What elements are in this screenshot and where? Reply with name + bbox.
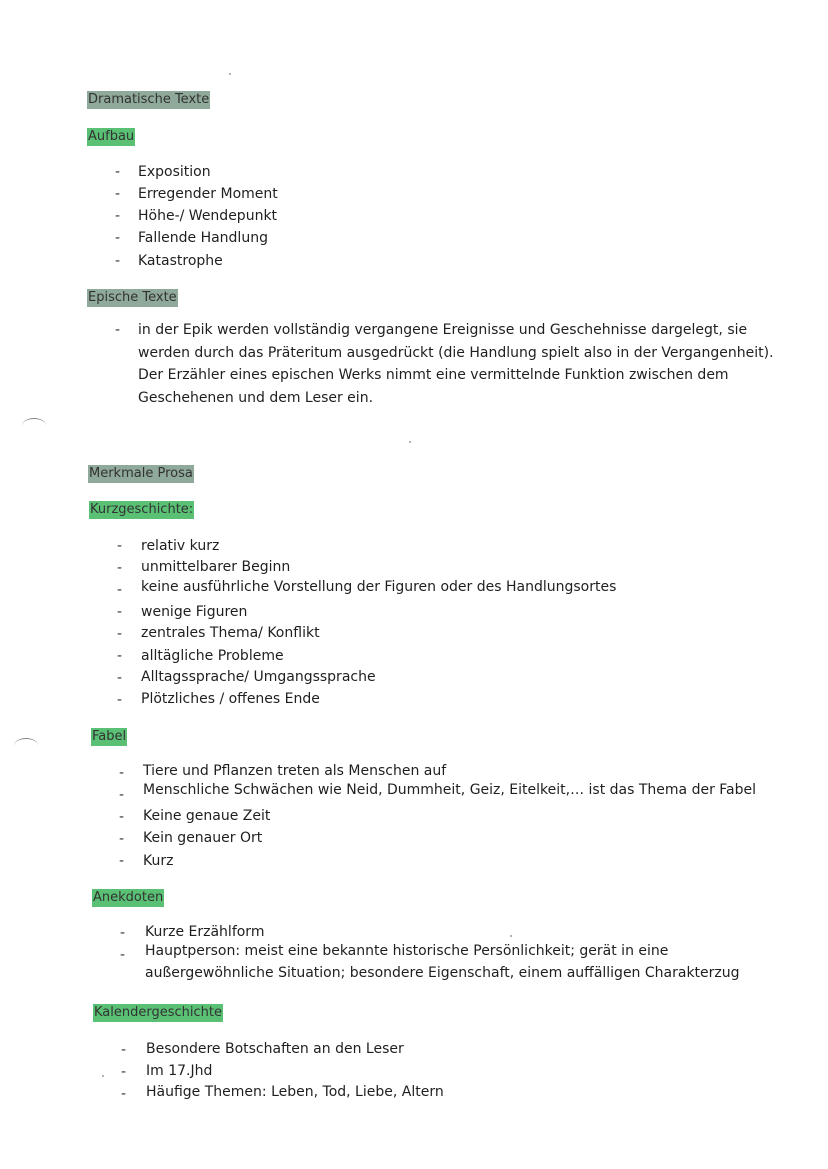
heading-kalendergeschichte: Kalendergeschichte xyxy=(94,1005,222,1020)
bullet-dash: - xyxy=(117,582,123,598)
bullet-dash: - xyxy=(117,648,123,664)
bullet-dash: - xyxy=(117,604,123,620)
scan-speck xyxy=(510,935,512,937)
bullet-dash: - xyxy=(119,809,125,825)
bullet-dash: - xyxy=(115,322,121,338)
heading-anekdoten: Anekdoten xyxy=(93,890,164,905)
paragraph-line: in der Epik werden vollständig vergangene Ereignisse und Geschehnisse dargelegt, sie xyxy=(138,322,748,338)
bullet-dash: - xyxy=(121,1086,127,1102)
list-item: Katastrophe xyxy=(138,253,223,269)
list-item: Kurze Erzählform xyxy=(145,924,265,940)
bullet-dash: - xyxy=(117,538,123,554)
paragraph-line: werden durch das Präteritum ausgedrückt (die Handlung spielt also in der Vergangenheit). xyxy=(138,344,774,361)
bullet-dash: - xyxy=(117,670,123,686)
bullet-dash: - xyxy=(115,164,121,180)
list-item: Besondere Botschaften an den Leser xyxy=(146,1041,404,1057)
scan-speck xyxy=(102,1075,104,1077)
list-item: Hauptperson: meist eine bekannte historische Persönlichkeit; gerät in eine xyxy=(145,943,669,959)
list-item: Exposition xyxy=(138,164,211,180)
epik-paragraph xyxy=(138,319,774,409)
list-item: Menschliche Schwächen wie Neid, Dummheit, Geiz, Eitelkeit,… ist das Thema der Fabel xyxy=(143,782,757,798)
list-item: Alltagssprache/ Umgangssprache xyxy=(141,669,376,685)
bullet-dash: - xyxy=(117,560,123,576)
list-item: wenige Figuren xyxy=(141,604,248,620)
heading-fabel: Fabel xyxy=(92,729,127,744)
bullet-dash: - xyxy=(119,787,125,803)
heading-aufbau: Aufbau xyxy=(88,129,135,144)
bullet-dash: - xyxy=(120,925,126,941)
bullet-dash: - xyxy=(120,947,126,963)
list-item: Tiere und Pflanzen treten als Menschen auf xyxy=(143,763,447,779)
list-item: alltägliche Probleme xyxy=(141,648,284,664)
bullet-dash: - xyxy=(119,853,125,869)
punch-hole-mark xyxy=(14,738,38,753)
list-item: Häufige Themen: Leben, Tod, Liebe, Altern xyxy=(146,1084,444,1100)
scan-speck xyxy=(229,73,231,75)
bullet-dash: - xyxy=(119,765,125,781)
heading-dramatische-texte: Dramatische Texte xyxy=(88,92,210,107)
punch-hole-mark xyxy=(22,418,46,433)
list-item: keine ausführliche Vorstellung der Figuren oder des Handlungsortes xyxy=(141,579,617,595)
list-item: unmittelbarer Beginn xyxy=(141,559,291,575)
list-item: Plötzliches / offenes Ende xyxy=(141,691,320,707)
scan-speck xyxy=(409,441,411,443)
list-item-continuation: außergewöhnliche Situation; besondere Eigenschaft, einem auffälligen Charakterzug xyxy=(145,965,740,981)
paragraph-line: Der Erzähler eines epischen Werks nimmt eine vermittelnde Funktion zwischen dem xyxy=(138,367,729,383)
bullet-dash: - xyxy=(115,186,121,202)
list-item: Erregender Moment xyxy=(138,186,278,202)
bullet-dash: - xyxy=(115,253,121,269)
bullet-dash: - xyxy=(117,626,123,642)
list-item: zentrales Thema/ Konflikt xyxy=(141,625,320,641)
heading-epische-texte: Epische Texte xyxy=(88,290,177,305)
bullet-dash: - xyxy=(115,208,121,224)
bullet-dash: - xyxy=(121,1064,127,1080)
bullet-dash: - xyxy=(119,831,125,847)
list-item: Kurz xyxy=(143,853,174,869)
list-item: relativ kurz xyxy=(141,538,220,554)
list-item: Kein genauer Ort xyxy=(143,830,263,846)
list-item: Im 17.Jhd xyxy=(146,1063,213,1079)
bullet-dash: - xyxy=(121,1042,127,1058)
heading-kurzgeschichte: Kurzgeschichte: xyxy=(90,502,194,517)
heading-merkmale-prosa: Merkmale Prosa xyxy=(89,466,193,481)
bullet-dash: - xyxy=(115,230,121,246)
bullet-dash: - xyxy=(117,692,123,708)
list-item: Fallende Handlung xyxy=(138,230,268,246)
list-item: Höhe-/ Wendepunkt xyxy=(138,208,278,224)
paragraph-line: Geschehenen und dem Leser ein. xyxy=(138,389,374,406)
list-item: Keine genaue Zeit xyxy=(143,808,271,824)
